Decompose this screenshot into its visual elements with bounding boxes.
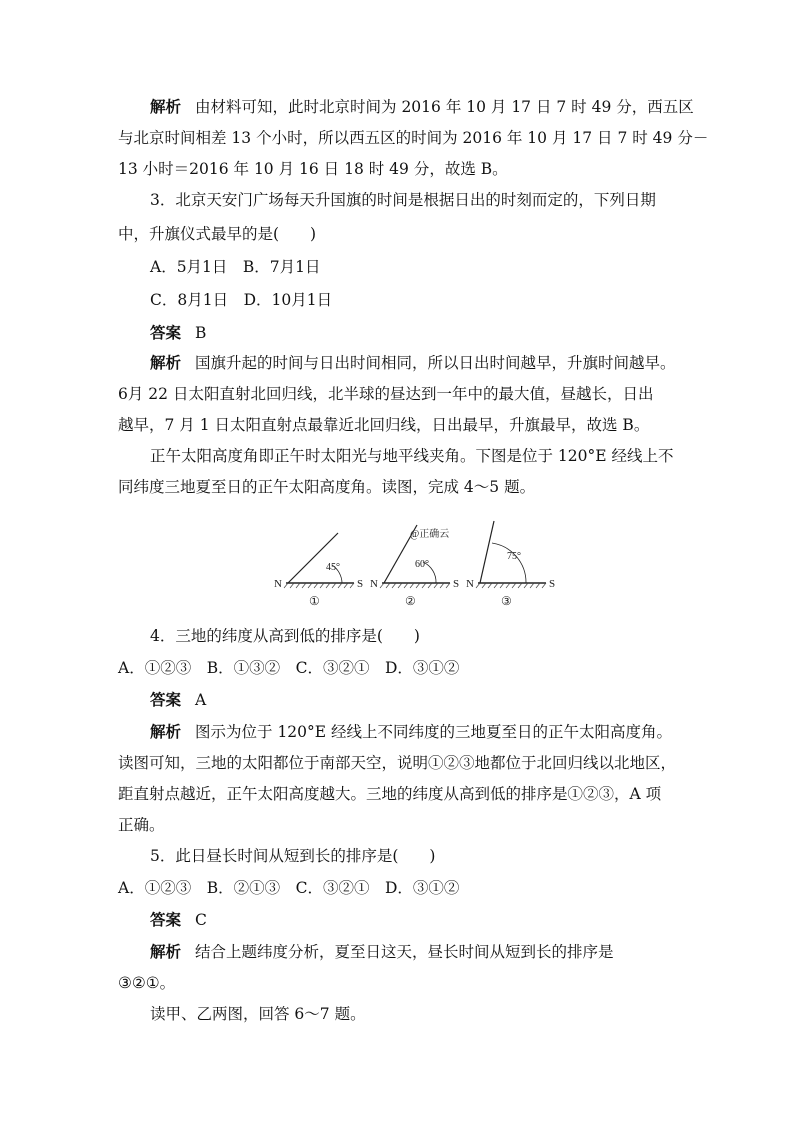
north-label-2: N xyxy=(370,578,378,590)
q2-analysis-line-3: 13 小时＝2016 年 10 月 16 日 18 时 49 分，故选 B。 xyxy=(118,160,508,178)
south-label-1: S xyxy=(357,578,364,590)
angle-label-1: 45° xyxy=(326,562,340,573)
q3-answer xyxy=(150,323,206,343)
panel-number-2: ② xyxy=(405,594,416,608)
q3-options-line-1: A．5月1日 B．7月1日 xyxy=(150,258,321,276)
q4-options: A．①②③ B．①③② C．③②① D．③①② xyxy=(118,659,460,677)
panel-1 xyxy=(274,533,363,608)
analysis-label: 解析 xyxy=(150,97,182,116)
q3-stem-line-2: 中，升旗仪式最早的是( ) xyxy=(118,225,317,243)
q3-analysis-line-1: 解析 国旗升起的时间与日出时间相同，所以日出时间越早，升旗时间越早。 xyxy=(150,353,676,372)
q4-analysis-line-2: 读图可知，三地的太阳都位于南部天空，说明①②③地都位于北回归线以北地区， xyxy=(118,754,677,772)
intro-67-line-1: 读甲、乙两图，回答 6～7 题。 xyxy=(150,1005,366,1023)
intro-45-line-1: 正午太阳高度角即正午时太阳光与地平线夹角。下图是位于 120°E 经线上不 xyxy=(150,447,674,465)
q4-analysis-line-1: 解析 图示为位于 120°E 经线上不同纬度的三地夏至日的正午太阳高度角。 xyxy=(150,722,673,741)
north-label-1: N xyxy=(274,578,282,590)
q3-analysis-line-2: 6月 22 日太阳直射北回归线，北半球的昼达到一年中的最大值，昼越长，日出 xyxy=(118,385,654,403)
answer-value: A xyxy=(195,691,207,709)
q3-stem-line-1: 3．北京天安门广场每天升国旗的时间是根据日出的时刻而定的，下列日期 xyxy=(150,191,656,209)
panel-number-3: ③ xyxy=(501,594,512,608)
q3-analysis-line-3: 越早，7 月 1 日太阳直射点最靠近北回归线，日出最早，升旗最早，故选 B。 xyxy=(118,416,650,434)
north-label-3: N xyxy=(466,578,474,590)
q5-analysis-line-2: ③②①。 xyxy=(118,974,176,992)
analysis-label: 解析 xyxy=(150,353,182,372)
q4-answer xyxy=(150,690,206,710)
south-label-2: S xyxy=(453,578,460,590)
answer-label: 答案 xyxy=(150,323,182,342)
angle-label-2: 60° xyxy=(415,559,429,570)
noon-sun-angle-figure xyxy=(262,515,562,610)
intro-45-line-2: 同纬度三地夏至日的正午太阳高度角。读图，完成 4～5 题。 xyxy=(118,478,536,496)
q3-options-line-2: C．8月1日 D．10月1日 xyxy=(150,291,333,309)
q5-options: A．①②③ B．②①③ C．③②① D．③①② xyxy=(118,879,460,897)
q4-analysis-line-4: 正确。 xyxy=(118,816,165,834)
analysis-label: 解析 xyxy=(150,722,182,741)
q4-stem: 4．三地的纬度从高到低的排序是( ) xyxy=(150,627,420,645)
answer-label: 答案 xyxy=(150,690,182,709)
q2-analysis-line-2: 与北京时间相差 13 个小时，所以西五区的时间为 2016 年 10 月 17 日 7 时 49 分－ xyxy=(118,129,709,147)
answer-value: C xyxy=(195,911,207,929)
panel-2 xyxy=(370,525,459,608)
answer-value: B xyxy=(195,324,207,342)
panel-3 xyxy=(466,521,555,608)
analysis-label: 解析 xyxy=(150,942,182,961)
q4-analysis-line-3: 距直射点越近，正午太阳高度越大。三地的纬度从高到低的排序是①②③，A 项 xyxy=(118,785,662,803)
south-label-3: S xyxy=(549,578,556,590)
watermark: @正确云 xyxy=(410,529,450,540)
q2-analysis-line-1: 解析 由材料可知，此时北京时间为 2016 年 10 月 17 日 7 时 49 分，西五区 xyxy=(150,97,694,116)
answer-label: 答案 xyxy=(150,910,182,929)
q5-analysis-line-1: 解析 结合上题纬度分析，夏至日这天，昼长时间从短到长的排序是 xyxy=(150,942,614,961)
q5-answer xyxy=(150,910,207,930)
angle-label-3: 75° xyxy=(507,551,521,562)
q5-stem: 5．此日昼长时间从短到长的排序是( ) xyxy=(150,847,436,865)
panel-number-1: ① xyxy=(309,594,320,608)
